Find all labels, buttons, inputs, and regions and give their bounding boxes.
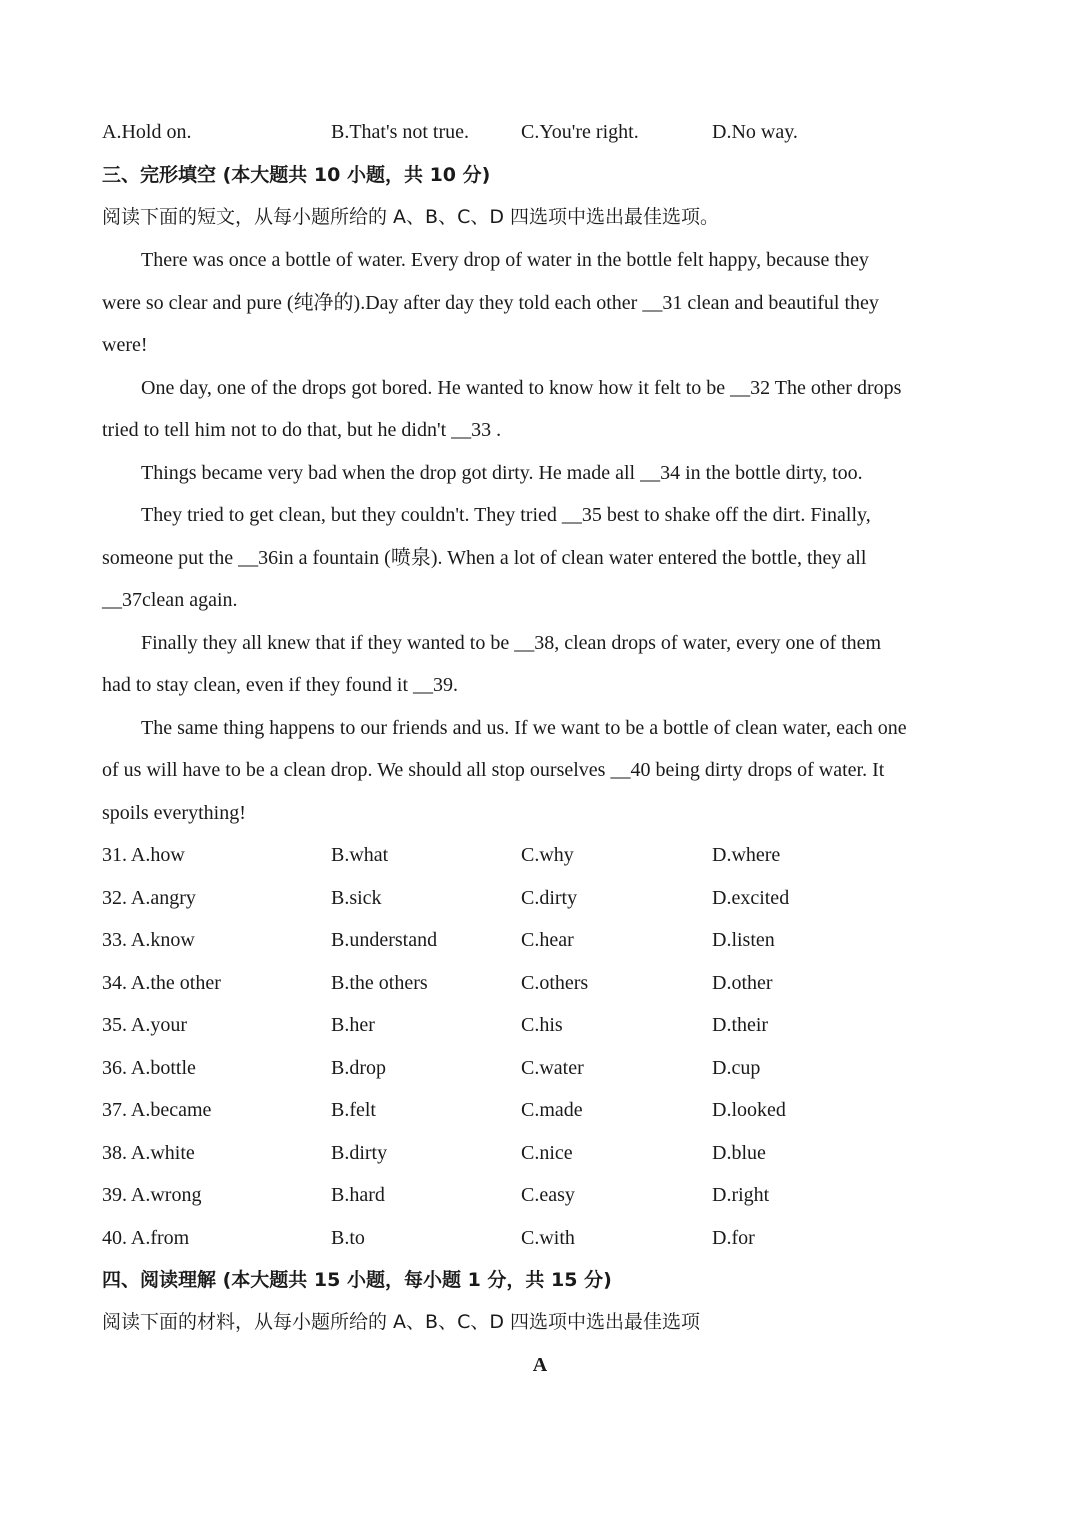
question-35-option-b: B.her <box>331 1014 375 1036</box>
question-36-option-b: B.drop <box>331 1057 386 1079</box>
question-34-option-c: C.others <box>521 972 589 994</box>
question-35-option-c: C.his <box>521 1014 563 1036</box>
passage-line: were so clear and pure (纯净的).Day after day they told each other __31 clean and beautiful they <box>102 292 879 314</box>
question-37-option-a: 37. A.became <box>102 1099 212 1121</box>
question-32-option-b: B.sick <box>331 887 382 909</box>
passage-line: Things became very bad when the drop got dirty. He made all __34 in the bottle dirty, too. <box>141 462 863 484</box>
passage-line: There was once a bottle of water. Every drop of water in the bottle felt happy, because they <box>141 249 869 271</box>
question-34-option-d: D.other <box>712 972 773 994</box>
question-35-option-d: D.their <box>712 1014 769 1036</box>
question-33-option-c: C.hear <box>521 929 574 951</box>
question-33-option-a: 33. A.know <box>102 929 195 951</box>
passage-line: were! <box>102 334 148 356</box>
question-39-option-b: B.hard <box>331 1184 385 1206</box>
question-31-option-c: C.why <box>521 844 574 866</box>
prev-option-b: B.That's not true. <box>331 121 470 143</box>
question-31-option-a: 31. A.how <box>102 844 185 866</box>
question-40-option-d: D.for <box>712 1227 755 1249</box>
question-37-option-d: D.looked <box>712 1099 786 1121</box>
section3-heading: 三、完形填空 (本大题共 10 小题，共 10 分) <box>102 164 491 186</box>
question-31-option-b: B.what <box>331 844 389 866</box>
passage-line: tried to tell him not to do that, but he didn't __33 . <box>102 419 502 441</box>
question-40-option-b: B.to <box>331 1227 365 1249</box>
question-34-option-b: B.the others <box>331 972 428 994</box>
question-35-option-a: 35. A.your <box>102 1014 187 1036</box>
question-33-option-b: B.understand <box>331 929 438 951</box>
question-34-option-a: 34. A.the other <box>102 972 221 994</box>
question-36-option-d: D.cup <box>712 1057 761 1079</box>
passage-line: __37clean again. <box>102 589 238 611</box>
passage-line: someone put the __36in a fountain (喷泉). When a lot of clean water entered the bottle, they all <box>102 547 867 569</box>
prev-option-a: A.Hold on. <box>102 121 192 143</box>
part-label: A <box>532 1354 548 1376</box>
question-31-option-d: D.where <box>712 844 781 866</box>
question-33-option-d: D.listen <box>712 929 775 951</box>
question-38-option-b: B.dirty <box>331 1142 388 1164</box>
prev-option-d: D.No way. <box>712 121 798 143</box>
question-40-option-c: C.with <box>521 1227 575 1249</box>
passage-line: One day, one of the drops got bored. He wanted to know how it felt to be __32 The other drops <box>141 377 902 399</box>
question-39-option-d: D.right <box>712 1184 770 1206</box>
prev-option-c: C.You're right. <box>521 121 639 143</box>
passage-line: spoils everything! <box>102 802 246 824</box>
section3-instruction: 阅读下面的短文，从每小题所给的 A、B、C、D 四选项中选出最佳选项。 <box>102 206 720 228</box>
question-32-option-a: 32. A.angry <box>102 887 196 909</box>
passage-line: had to stay clean, even if they found it __39. <box>102 674 459 696</box>
question-36-option-a: 36. A.bottle <box>102 1057 196 1079</box>
question-32-option-d: D.excited <box>712 887 790 909</box>
question-38-option-a: 38. A.white <box>102 1142 195 1164</box>
passage-line: of us will have to be a clean drop. We should all stop ourselves __40 being dirty drops of water. It <box>102 759 885 781</box>
question-38-option-c: C.nice <box>521 1142 573 1164</box>
question-32-option-c: C.dirty <box>521 887 578 909</box>
question-37-option-c: C.made <box>521 1099 583 1121</box>
passage-line: Finally they all knew that if they wanted to be __38, clean drops of water, every one of them <box>141 632 882 654</box>
question-38-option-d: D.blue <box>712 1142 766 1164</box>
passage-line: They tried to get clean, but they couldn't. They tried __35 best to shake off the dirt. Finally, <box>141 504 871 526</box>
question-37-option-b: B.felt <box>331 1099 376 1121</box>
passage-line: The same thing happens to our friends and us. If we want to be a bottle of clean water, each one <box>141 717 907 739</box>
section4-heading: 四、阅读理解 (本大题共 15 小题，每小题 1 分，共 15 分) <box>102 1269 612 1291</box>
question-36-option-c: C.water <box>521 1057 584 1079</box>
question-40-option-a: 40. A.from <box>102 1227 190 1249</box>
question-39-option-a: 39. A.wrong <box>102 1184 202 1206</box>
section4-instruction: 阅读下面的材料，从每小题所给的 A、B、C、D 四选项中选出最佳选项 <box>102 1311 701 1333</box>
question-39-option-c: C.easy <box>521 1184 575 1206</box>
